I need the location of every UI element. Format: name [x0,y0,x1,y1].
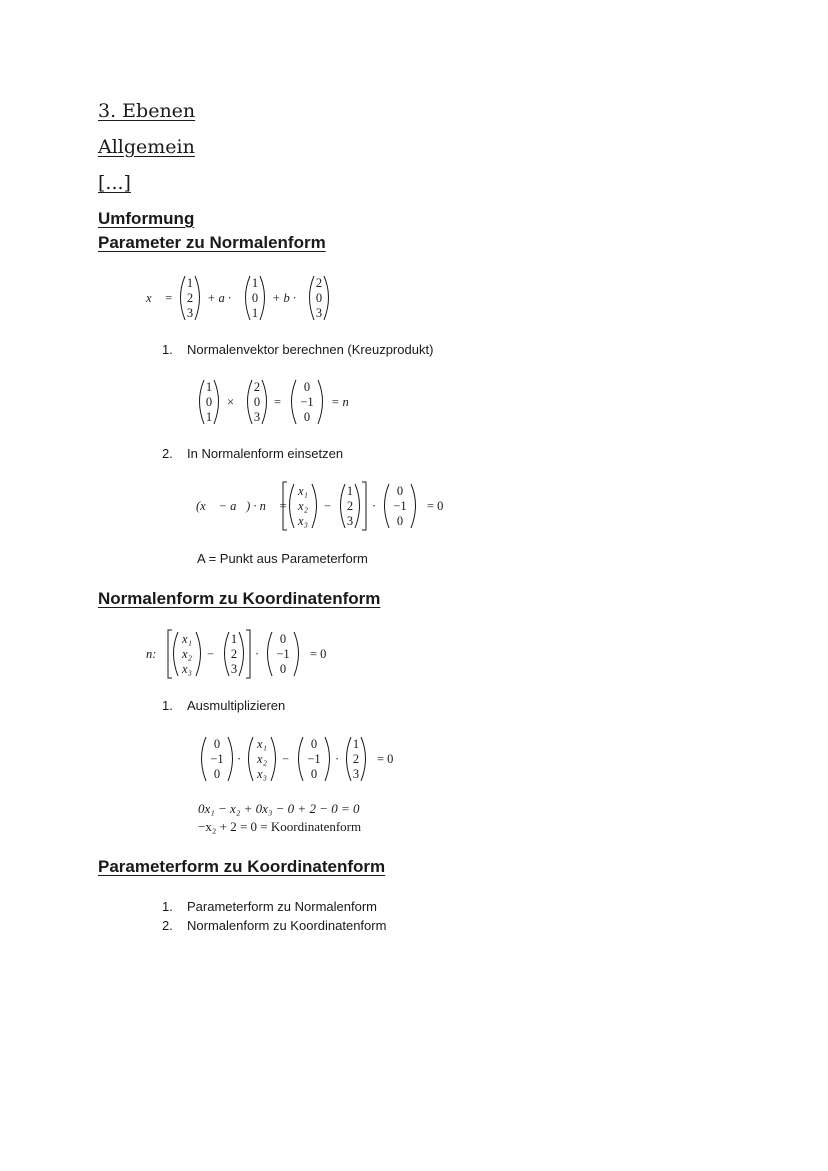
vector-entry: x₃ [182,662,192,676]
vector-entry: 2 [315,276,323,290]
vector-entry: 0 [396,484,404,498]
vector-entry: 1 [346,484,354,498]
vector-entry: x₁ [182,632,192,646]
vector-entry: 1 [186,276,194,290]
vector-entry: −1 [300,395,314,409]
step-number: 1. [162,342,173,357]
vector-entry: 0 [315,291,323,305]
vector-entry: 1 [352,737,360,751]
vector-entry: 3 [186,306,194,320]
vector-entry: 2 [346,499,354,513]
vector-entry: 0 [213,767,221,781]
expanded-line: 0x₁ − x₂ + 0x₃ − 0 + 2 − 0 = 0 [198,801,360,816]
eq4-minus: − [207,647,215,661]
vector-entry: 1 [205,380,213,394]
step-number: 2. [162,918,173,933]
coordinate-form-line: −x₂ + 2 = 0 = Koordinatenform [198,819,362,834]
vector-entry: 0 [279,632,287,646]
vector-entry: 1 [230,632,238,646]
normal-to-coord-heading: Normalenform zu Koordinatenform [98,589,381,608]
vector-entry: 3 [253,410,261,424]
vector-entry: x₂ [298,499,308,513]
eq4-dot: · [255,647,260,661]
step-text: Normalenvektor berechnen (Kreuzprodukt) [187,342,434,357]
vector-entry: 2 [352,752,360,766]
param-to-normal-heading: Parameter zu Normalenform [98,233,326,252]
cross-product-equation [190,374,390,430]
vector-entry: 0 [279,662,287,676]
step-number: 1. [162,698,173,713]
step-normal-vector [162,342,433,357]
vector-entry: 3 [346,514,354,528]
vector-entry: 0 [205,395,213,409]
vector-entry: 3 [352,767,360,781]
ellipsis-heading: [...] [98,172,131,194]
vector-entry: 2 [186,291,194,305]
step-insert-normal-form [162,446,343,461]
vector-entry: 2 [230,647,238,661]
vector-entry: −1 [210,752,224,766]
vector-entry: −1 [307,752,321,766]
allgemein-heading: Allgemein [98,136,195,158]
vector-entry: 0 [303,380,311,394]
vector-entry: 0 [251,291,259,305]
eq5-rhs: = 0 [377,752,394,766]
dot-operator: · [237,752,242,766]
eq2-times: × [227,395,235,409]
vector-entry: 0 [310,767,318,781]
vector-entry: x₃ [298,514,308,528]
multiplied-equation [194,731,424,787]
eq4-lhs: n: [146,647,157,661]
eq3-lhs: (x⃗ − a⃗) · n⃗ = [196,499,288,513]
eq1-plus-a: + a · [207,291,232,305]
eq4-rhs: = 0 [310,647,327,661]
vector-entry: 0 [213,737,221,751]
vector-entry: −1 [276,647,290,661]
vector-entry: x₂ [257,752,267,766]
section-heading: 3. Ebenen [98,100,196,122]
vector-entry: 0 [310,737,318,751]
umformung-heading: Umformung [98,209,195,228]
eq1-lhs: x⃗ = [146,291,173,305]
step-number: 2. [162,446,173,461]
step-text: In Normalenform einsetzen [187,446,344,461]
vector-entry: x₁ [298,484,308,498]
step-param-to-normal [162,899,377,914]
eq3-dot: · [372,499,377,513]
vector-entry: 0 [253,395,261,409]
step-normal-to-coord [162,918,386,933]
step-text: Parameterform zu Normalenform [187,899,377,914]
vector-entry: x₂ [182,647,192,661]
vector-entry: 3 [230,662,238,676]
eq2-equals: = [274,395,282,409]
minus-operator: − [282,752,290,766]
vector-entry: 1 [251,306,259,320]
vector-entry: 0 [303,410,311,424]
eq1-plus-b: + b · [272,291,297,305]
step-number: 1. [162,899,173,914]
parametric-equation [140,270,360,326]
vector-entry: 2 [253,380,261,394]
step-multiply-out [162,698,285,713]
normal-form-n-equation [144,626,364,682]
dot-operator: · [335,752,340,766]
vector-entry: 3 [315,306,323,320]
vector-entry: x₃ [257,767,267,781]
eq3-rhs: = 0 [427,499,444,513]
vector-entry: 0 [396,514,404,528]
vector-entry: 1 [205,410,213,424]
step-text: Normalenform zu Koordinatenform [187,918,387,933]
vector-entry: −1 [393,499,407,513]
param-to-coord-heading: Parameterform zu Koordinatenform [98,857,386,876]
point-note: A = Punkt aus Parameterform [197,551,368,566]
step-text: Ausmultiplizieren [187,698,286,713]
vector-entry: 1 [251,276,259,290]
eq2-result: = n⃗ [331,395,359,409]
normal-form-equation [196,478,476,534]
vector-entry: x₁ [257,737,267,751]
eq3-minus: − [324,499,332,513]
